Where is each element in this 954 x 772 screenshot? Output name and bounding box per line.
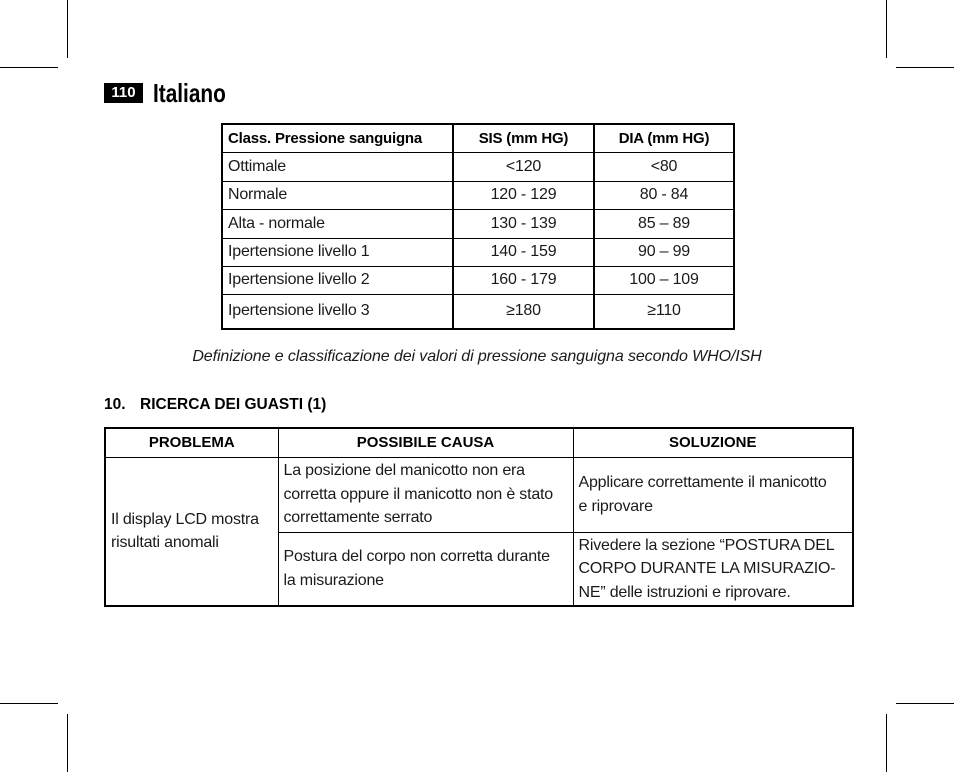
solution-line: e riprovare	[578, 497, 653, 515]
solution-line: Rivedere la sezione “POSTURA DEL	[578, 536, 835, 554]
crop-mark-top-left-vertical	[67, 0, 68, 58]
bp-class-cell: Ipertensione livello 2	[222, 266, 453, 294]
bp-header-row	[222, 124, 734, 152]
cause-line: corretta oppure il manicotto non è stato	[283, 485, 553, 503]
bp-row	[222, 181, 734, 209]
ts-header-row	[105, 428, 853, 457]
cause-line: la misurazione	[283, 571, 384, 589]
bp-dia-cell: 90 – 99	[594, 238, 734, 266]
ts-header-cause: POSSIBILE CAUSA	[278, 428, 573, 457]
bp-class-cell: Ipertensione livello 3	[222, 294, 453, 329]
section-heading	[104, 395, 326, 415]
blood-pressure-table	[221, 123, 735, 330]
bp-class-cell: Ottimale	[222, 152, 453, 181]
problem-cell	[105, 457, 278, 606]
section-number: 10.	[104, 396, 126, 413]
bp-row	[222, 294, 734, 329]
cause-line: correttamente serrato	[283, 509, 433, 527]
bp-header-sys: SIS (mm HG)	[453, 124, 594, 152]
page-language-title: Italiano	[153, 78, 226, 108]
cause-cell	[278, 457, 573, 532]
page-number-badge: 110	[104, 83, 143, 103]
solution-line: CORPO DURANTE LA MISURAZIO-	[578, 560, 836, 577]
bp-sys-cell: 120 - 129	[453, 181, 594, 209]
section-title: RICERCA DEI GUASTI (1)	[140, 396, 327, 413]
bp-row	[222, 209, 734, 238]
solution-line: NE” delle istruzioni e riprovare.	[578, 583, 791, 601]
bp-dia-cell: 80 - 84	[594, 181, 734, 209]
bp-class-cell: Normale	[222, 181, 453, 209]
cause-line: La posizione del manicotto non era	[283, 462, 525, 480]
crop-mark-bottom-left-horizontal	[0, 703, 58, 704]
bp-class-cell: Alta - normale	[222, 209, 453, 238]
bp-sys-cell: 130 - 139	[453, 209, 594, 238]
bp-dia-cell: 85 – 89	[594, 209, 734, 238]
crop-mark-top-right-horizontal	[896, 67, 954, 68]
bp-sys-cell: <120	[453, 152, 594, 181]
cause-cell	[278, 532, 573, 606]
bp-dia-cell: ≥110	[594, 294, 734, 329]
solution-cell	[573, 457, 853, 532]
crop-mark-bottom-left-vertical	[67, 714, 68, 772]
ts-header-solution: SOLUZIONE	[573, 428, 853, 457]
bp-row	[222, 266, 734, 294]
bp-row	[222, 238, 734, 266]
crop-mark-bottom-right-horizontal	[896, 703, 954, 704]
bp-sys-cell: 140 - 159	[453, 238, 594, 266]
problem-line: Il display LCD mostra	[111, 510, 259, 528]
ts-row	[105, 457, 853, 532]
bp-sys-cell: ≥180	[453, 294, 594, 329]
bp-dia-cell: <80	[594, 152, 734, 181]
solution-line: Applicare correttamente il manicotto	[578, 474, 827, 491]
crop-mark-top-left-horizontal	[0, 67, 58, 68]
ts-header-problem: PROBLEMA	[105, 428, 278, 457]
bp-sys-cell: 160 - 179	[453, 266, 594, 294]
crop-mark-top-right-vertical	[886, 0, 887, 58]
solution-cell	[573, 532, 853, 606]
troubleshooting-table	[104, 427, 854, 607]
bp-class-cell: Ipertensione livello 1	[222, 238, 453, 266]
cause-line: Postura del corpo non corretta durante	[283, 548, 550, 566]
bp-row	[222, 152, 734, 181]
bp-dia-cell: 100 – 109	[594, 266, 734, 294]
problem-line: risultati anomali	[111, 534, 219, 552]
crop-mark-bottom-right-vertical	[886, 714, 887, 772]
bp-header-dia: DIA (mm HG)	[594, 124, 734, 152]
table-caption: Definizione e classificazione dei valori di pressione sanguigna secondo WHO/ISH	[192, 348, 762, 365]
bp-header-class: Class. Pressione sanguigna	[222, 124, 453, 152]
